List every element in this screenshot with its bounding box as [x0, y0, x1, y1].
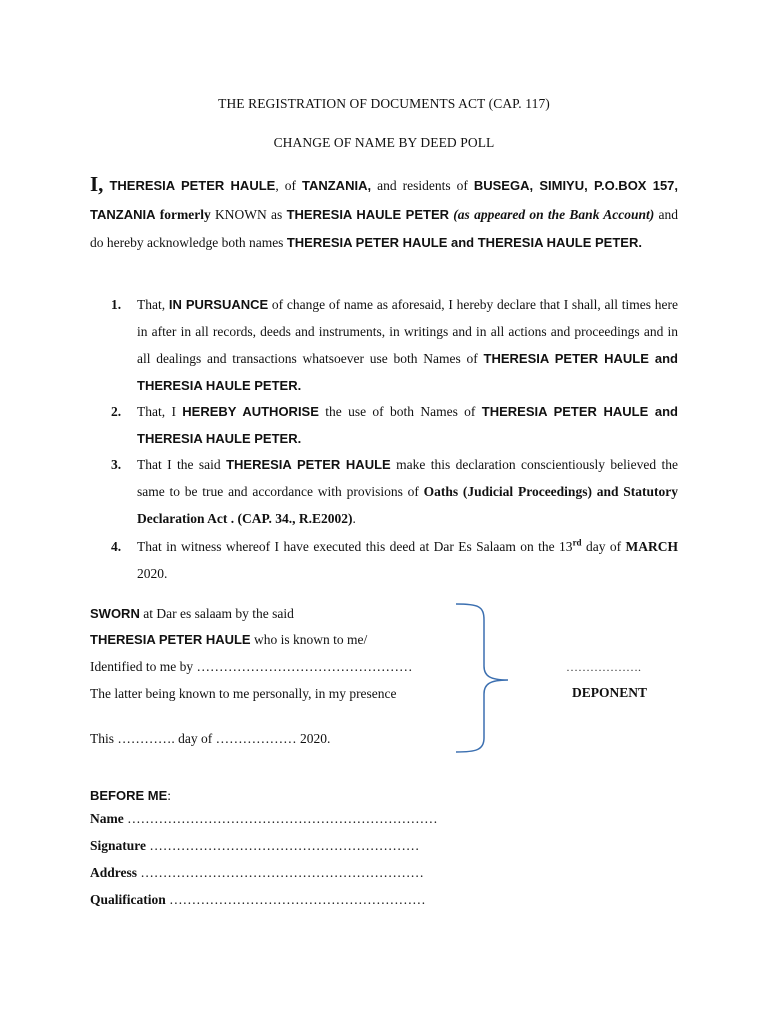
date-line: This …………. day of ……………… 2020.: [90, 731, 331, 746]
ordinal-suffix: rd: [572, 537, 582, 548]
intro-text-1: , of: [275, 178, 302, 193]
item-text-part: the use of both Names of: [318, 404, 482, 419]
known-as: KNOWN as: [210, 206, 287, 222]
item-text: [137, 398, 678, 452]
qualification-field: [90, 892, 426, 908]
address-field: [90, 865, 424, 881]
sworn-line-1: [90, 601, 470, 628]
before-me-heading: [90, 782, 171, 809]
item-number: 1.: [111, 297, 122, 312]
field-dots: ………………………………………………………: [137, 865, 424, 880]
sworn-word: SWORN: [90, 606, 140, 621]
item-text-part: day of: [581, 539, 626, 554]
intro-paragraph: [90, 170, 678, 258]
name-field: [90, 811, 438, 827]
formerly-word: formerly: [155, 206, 211, 222]
act-reference: Oaths (Judicial Proceedings) and Statutory Declaration Act . (CAP. 34., R.E2002): [137, 484, 678, 526]
deed-title: CHANGE OF NAME BY DEED POLL: [273, 135, 495, 150]
brace-icon: [450, 600, 520, 756]
sworn-name: THERESIA PETER HAULE: [90, 632, 251, 647]
item-emphasis: HEREBY AUTHORISE: [182, 404, 319, 419]
declarant-name: THERESIA PETER HAULE: [109, 178, 276, 193]
field-label: Signature: [90, 838, 147, 853]
field-dots: ……………………………………………………………: [123, 811, 438, 826]
field-label: Address: [90, 865, 138, 880]
field-dots: ……………………………………………………: [146, 838, 420, 853]
item-text-part: make this declaration conscientiously believed the same to be true and accordance with provisions of: [137, 457, 678, 499]
item-text-part: That I the said: [137, 457, 227, 472]
item-number: 3.: [111, 457, 122, 472]
appeared-note: (as appeared on the Bank Account): [449, 206, 655, 222]
item-text-part: .: [352, 511, 356, 526]
item-text-part: That, I: [137, 404, 183, 419]
residence: BUSEGA, SIMIYU, P.O.BOX 157, TANZANIA: [90, 178, 679, 222]
deponent-signature-line: ……………….: [566, 660, 641, 674]
field-dots: …………………………………………………: [165, 892, 426, 907]
country: TANZANIA,: [301, 178, 372, 193]
deponent-label: DEPONENT: [572, 685, 648, 700]
field-label: Qualification: [90, 892, 166, 907]
month: MARCH: [625, 539, 678, 554]
item-number: 2.: [111, 404, 122, 419]
item-emphasis: IN PURSUANCE: [168, 297, 269, 312]
item-text: [137, 291, 678, 399]
before-me-colon: :: [167, 788, 172, 803]
item-number: 4.: [111, 539, 122, 554]
presence-line: The latter being known to me personally, in my presence: [90, 686, 397, 701]
field-label: Name: [90, 811, 124, 826]
identified-line: Identified to me by …………………………………………: [90, 659, 413, 674]
intro-i: I,: [90, 172, 104, 196]
item-text: [137, 451, 678, 532]
item-text-part: That,: [137, 297, 169, 312]
signature-field: [90, 838, 419, 854]
item-text-part: 2020.: [137, 566, 168, 581]
item-names: THERESIA PETER HAULE and THERESIA HAULE PETER.: [137, 351, 678, 393]
before-me-label: BEFORE ME: [90, 788, 168, 803]
intro-text-2: and residents of: [371, 178, 474, 193]
sworn-text: who is known to me/: [250, 632, 368, 647]
item-text: [137, 533, 678, 587]
item-names: THERESIA PETER HAULE and THERESIA HAULE PETER.: [137, 404, 678, 446]
intro-text-3: and do hereby acknowledge both names: [90, 206, 679, 250]
former-name: THERESIA HAULE PETER: [286, 206, 450, 222]
both-names: THERESIA PETER HAULE and THERESIA HAULE PETER.: [286, 235, 642, 250]
item-text-part: of change of name as aforesaid, I hereby declare that I shall, all times here in after in all records, deeds and instruments, in writings and in all actions and proceedings and in all dealings and transactions whatsoever use both Names of: [137, 297, 678, 366]
item-emphasis: THERESIA PETER HAULE: [226, 457, 391, 472]
sworn-text: at Dar es salaam by the said: [139, 606, 294, 621]
act-title: THE REGISTRATION OF DOCUMENTS ACT (CAP. 117): [218, 96, 550, 111]
item-text-part: That in witness whereof I have executed this deed at Dar Es Salaam on the 13: [137, 539, 573, 554]
sworn-line-2: [90, 627, 470, 654]
